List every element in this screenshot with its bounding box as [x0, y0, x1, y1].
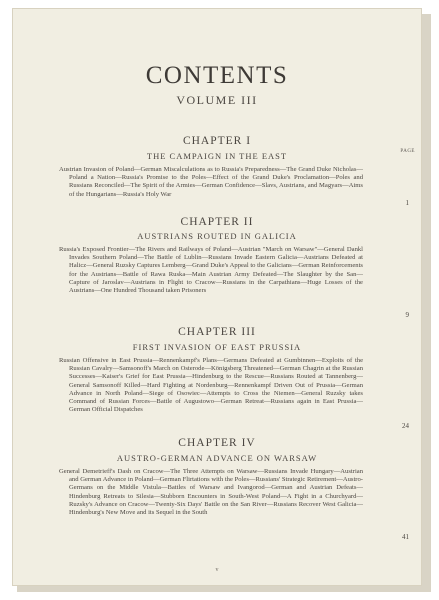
chapter-1-description: Austrian Invasion of Poland—German Miscalculations as to Russia's Preparedness—The Grand Duke Nicholas—Poland a Nation—Russia's Promise to the Poles—Effect of the Grand Duke's Proclamation—Poles and Russians Reconciled—The Spirit of the Armies—German Confidence—Slavs, Austrians, and Magyars—Aims of the Hungarians—Russia's Holy War: [59, 166, 363, 198]
chapter-2-page-number: 9: [405, 311, 409, 319]
chapter-2-description: Russia's Exposed Frontier—The Rivers and Railways of Poland—Austrian "March on Warsaw"—General Dankl Invades Southern Poland—The Battle of Lublin—Russians Invade Eastern Galicia—Austrians Defeated at Halicz—General Ruzsky Captures Lemberg—Grand Duke's Appeal to the Galicians—German Reinforcements for the Austrians—Battle of Rawa Ruska—Main Austrian Army Defeated—The Slaughter by the San—Capture of Jaroslav—Austrians in Flight to Cracow—Russians in the Carpathians—Huge Losses of the Austrians—One Hundred Thousand taken Prisoners: [59, 246, 363, 295]
page-column-label: PAGE: [400, 149, 415, 154]
chapter-3-description: Russian Offensive in East Prussia—Rennenkampf's Plans—Germans Defeated at Gumbinnen—Exploits of the Russian Cavalry—Samsonoff's March on Osterode—Königsberg Threatened—German Chagrin at the Russian Successes—Kaiser's Grief for East Prussia—Hindenburg to the Rescue—Russians Routed at Tannenberg—General Samsonoff Killed—Hard Fighting at Nordenburg—Rennenkampf Driven Out of Prussia—German Advance in North Poland—Siege of Osowiec—Attempts to Cross the Niemen—General Ruzsky takes Command of Russian Forces—Battle of Augustowo—German Retreat—Russians again in East Prussia—German Official Dispatches: [59, 357, 363, 414]
chapter-4-description: General Demetrieff's Dash on Cracow—The Three Attempts on Warsaw—Russians Invade Hungary—Austrian and German Advance in Poland—German Flirtations with the Poles—Russians' Strategic Retirement—Austro-Germans on the Middle Vistula—Battles of Warsaw and Ivangorod—German and Austrian Defeats—Hindenburg Retreats to Silesia—Stubborn Encounters in South-West Poland—A Fight in a Churchyard—Ruzsky's Advance on Cracow—Twenty-Six Days' Battle on the San River—Russians Recover West Galicia—Hindenburg's New Move and its Sequel in the South: [59, 468, 363, 517]
chapter-1-heading: CHAPTER I: [182, 135, 252, 147]
chapter-3-subtitle: FIRST INVASION OF EAST PRUSSIA: [132, 342, 302, 352]
chapter-4-page-number: 41: [402, 533, 409, 541]
page-title: CONTENTS: [145, 62, 289, 89]
book-page: [12, 8, 422, 586]
volume-label: VOLUME III: [176, 93, 258, 107]
chapter-1-page-number: 1: [405, 199, 409, 207]
chapter-2-heading: CHAPTER II: [180, 216, 254, 228]
chapter-4-heading: CHAPTER IV: [178, 437, 256, 449]
chapter-3-heading: CHAPTER III: [178, 326, 256, 338]
chapter-2-subtitle: AUSTRIANS ROUTED IN GALICIA: [137, 231, 297, 241]
folio-number: v: [215, 567, 219, 573]
chapter-1-subtitle: THE CAMPAIGN IN THE EAST: [146, 151, 288, 161]
chapter-4-subtitle: AUSTRO-GERMAN ADVANCE ON WARSAW: [116, 453, 318, 463]
chapter-3-page-number: 24: [402, 422, 409, 430]
